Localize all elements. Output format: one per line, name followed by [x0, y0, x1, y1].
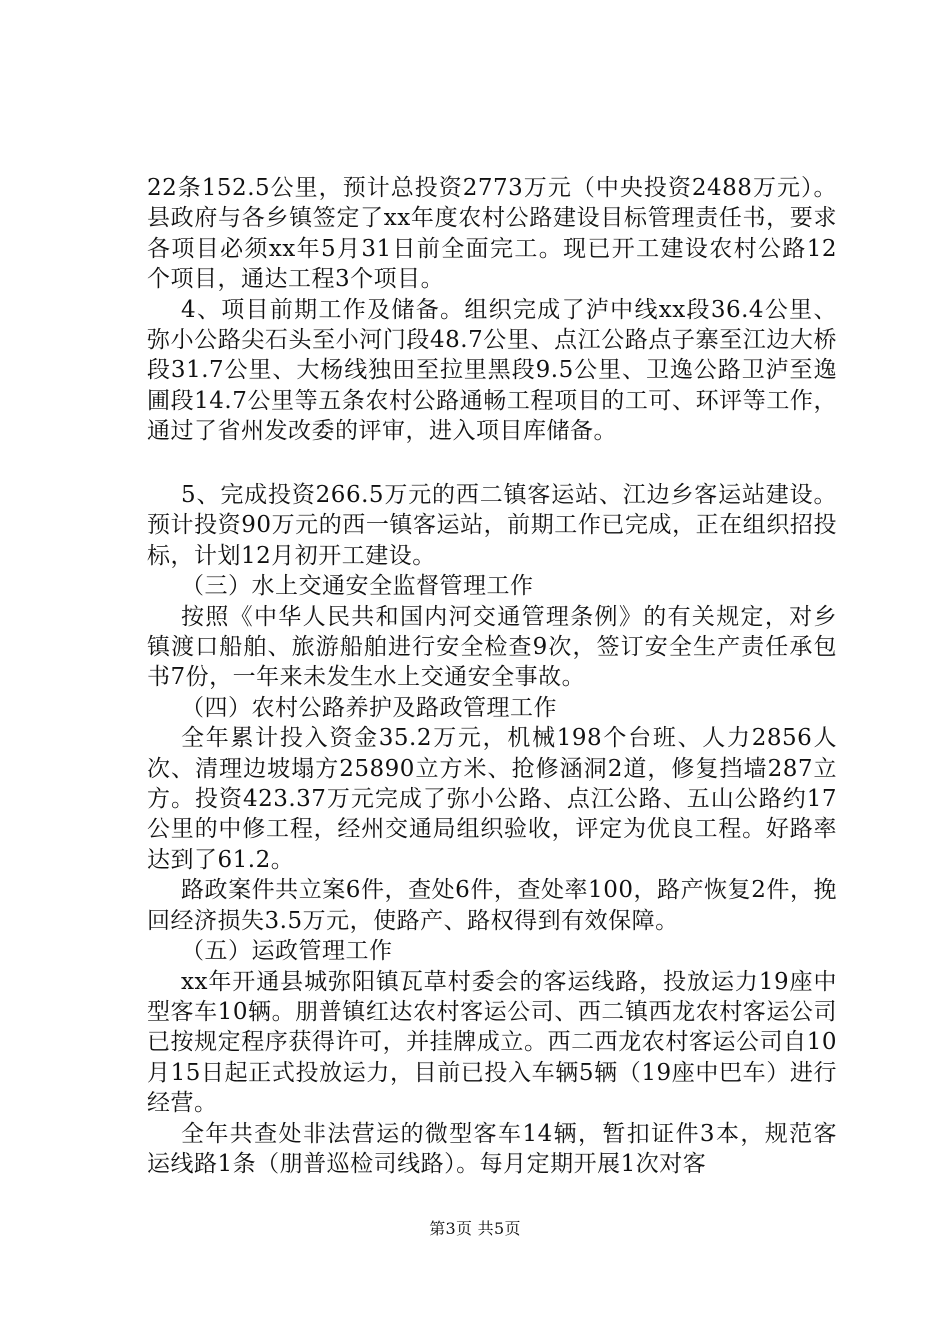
section-heading-transport-management: （五）运政管理工作	[181, 938, 393, 965]
paragraph-bus-routes: xx年开通县城弥阳镇瓦草村委会的客运线路，投放运力19座中型客车10辆。朋普镇红达农村客运公司、西二镇西龙农村客运公司已按规定程序获得许可，并挂牌成立。西二西龙农村客运公司自10月15日起正式投放运力，目前已投入车辆5辆（19座中巴车）进行经营。	[147, 968, 837, 1117]
paragraph-road-maintenance: 全年累计投入资金35.2万元，机械198个台班、人力2856人次、清理边坡塌方25890立方米、抢修涵洞2道，修复挡墙287立方。投资423.37万元完成了弥小公路、点江公路、五山公路约17公里的中修工程，经州交通局组织验收，评定为优良工程。好路率达到了61.2。	[147, 725, 837, 873]
text-section-1	[147, 173, 837, 447]
section-heading-water-safety: （三）水上交通安全监督管理工作	[181, 573, 534, 600]
paragraph-road-cases: 路政案件共立案6件，查处6件，查处率100，路产恢复2件，挽回经济损失3.5万元，使路产、路权得到有效保障。	[147, 877, 837, 934]
paragraph-illegal-operation: 全年共查处非法营运的微型客车14辆，暂扣证件3本，规范客运线路1条（朋普巡检司线路）。每月定期开展1次对客	[147, 1120, 837, 1177]
section-heading-road-maintenance: （四）农村公路养护及路政管理工作	[181, 694, 557, 721]
paragraph-project-preparation: 4、项目前期工作及储备。组织完成了泸中线xx段36.4公里、弥小公路尖石头至小河门段48.7公里、点江公路点子寨至江边大桥段31.7公里、大杨线独田至拉里黑段9.5公里、卫逸公路卫泸至逸圃段14.7公里等五条农村公路通畅工程项目的工可、环评等工作，通过了省州发改委的评审，进入项目库储备。	[147, 296, 837, 445]
paragraph-water-safety: 按照《中华人民共和国内河交通管理条例》的有关规定，对乡镇渡口船舶、旅游船舶进行安全检查9次，签订安全生产责任承包书7份，一年来未发生水上交通安全事故。	[147, 603, 837, 691]
paragraph-continuation: 22条152.5公里，预计总投资2773万元（中央投资2488万元）。县政府与各乡镇签定了xx年度农村公路建设目标管理责任书，要求各项目必须xx年5月31日前全面完工。现已开工建设农村公路12个项目，通达工程3个项目。	[147, 175, 837, 293]
text-section-2	[147, 480, 837, 1179]
paragraph-passenger-stations: 5、完成投资266.5万元的西二镇客运站、江边乡客运站建设。预计投资90万元的西一镇客运站，前期工作已完成，正在组织招投标，计划12月初开工建设。	[147, 482, 837, 569]
page-number-footer: 第3页 共5页	[429, 1219, 521, 1238]
